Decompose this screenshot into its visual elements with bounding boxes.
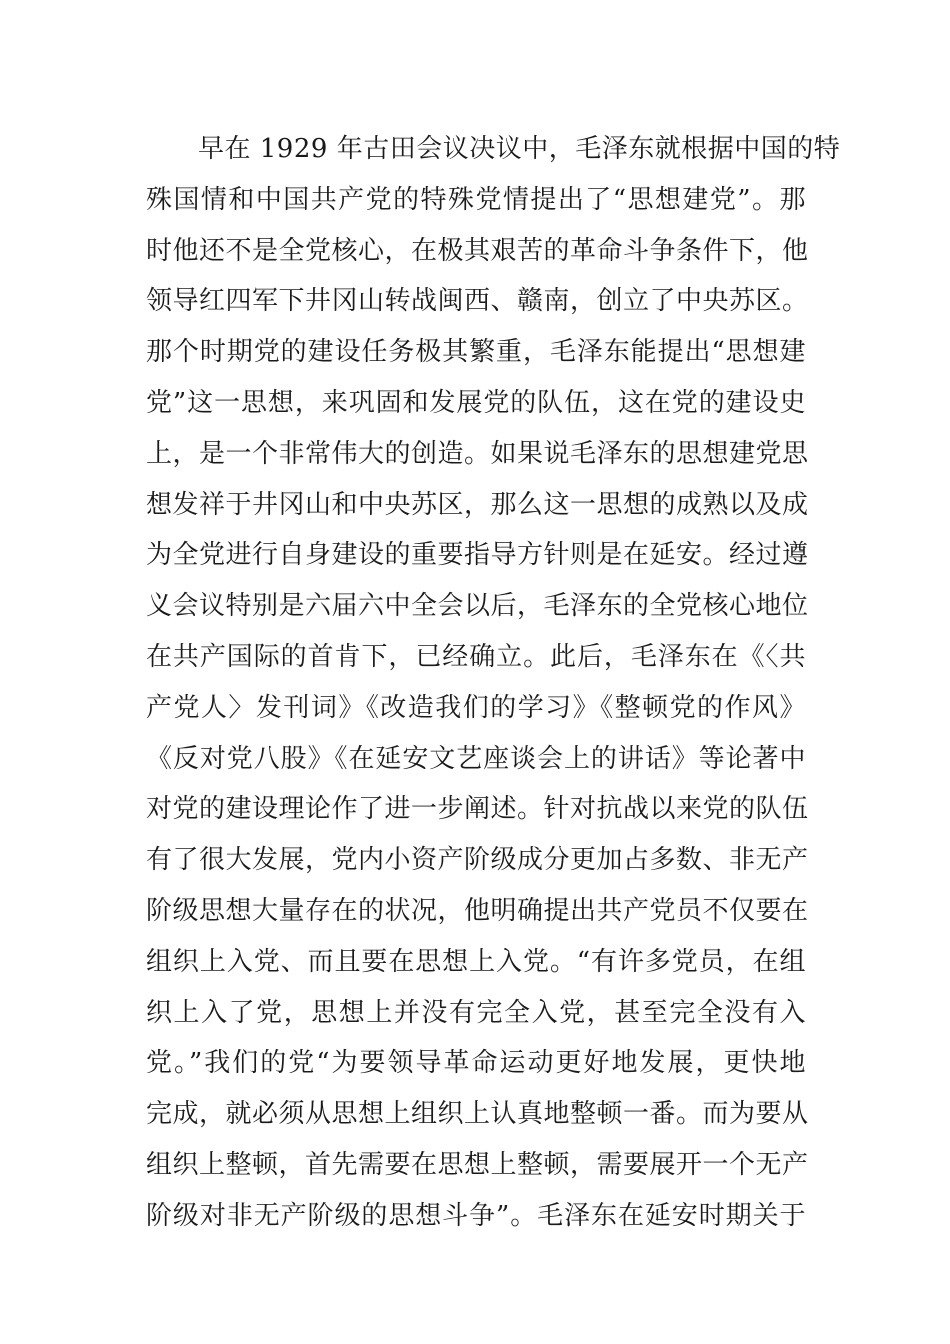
body-paragraph xyxy=(146,124,841,1242)
paragraph-line: 在共产国际的首肯下，已经确立。此后，毛泽东在《〈共 xyxy=(146,641,806,672)
paragraph-line: 织上入了党，思想上并没有完全入党，甚至完全没有入 xyxy=(146,997,806,1028)
paragraph-line: 时他还不是全党核心，在极其艰苦的革命斗争条件下，他 xyxy=(146,235,809,266)
paragraph-line: 组织上入党、而且要在思想上入党。“有许多党员，在组 xyxy=(146,946,806,977)
paragraph-line: 上，是一个非常伟大的创造。如果说毛泽东的思想建党思 xyxy=(146,438,809,469)
paragraph-line: 阶级思想大量存在的状况，他明确提出共产党员不仅要在 xyxy=(146,895,809,926)
paragraph-line: 党”这一思想，来巩固和发展党的队伍，这在党的建设史 xyxy=(146,387,806,418)
paragraph-line: 殊国情和中国共产党的特殊党情提出了“思想建党”。那 xyxy=(146,184,806,215)
paragraph-line: 完成，就必须从思想上组织上认真地整顿一番。而为要从 xyxy=(146,1099,809,1130)
paragraph-line: 早在 1929 年古田会议决议中，毛泽东就根据中国的特 xyxy=(198,134,841,164)
paragraph-line: 有了很大发展，党内小资产阶级成分更加占多数、非无产 xyxy=(146,845,809,876)
paragraph-line: 领导红四军下井冈山转战闽西、赣南，创立了中央苏区。 xyxy=(146,286,809,317)
paragraph-line: 对党的建设理论作了进一步阐述。针对抗战以来党的队伍 xyxy=(146,794,809,825)
paragraph-line: 组织上整顿，首先需要在思想上整顿，需要展开一个无产 xyxy=(146,1149,809,1180)
paragraph-line: 为全党进行自身建设的重要指导方针则是在延安。经过遵 xyxy=(146,540,809,571)
paragraph-line: 义会议特别是六届六中全会以后，毛泽东的全党核心地位 xyxy=(146,591,809,622)
paragraph-line: 产党人〉发刊词》《改造我们的学习》《整顿党的作风》 xyxy=(146,692,806,723)
paragraph-line: 那个时期党的建设任务极其繁重，毛泽东能提出“思想建 xyxy=(146,337,806,368)
paragraph-line: 阶级对非无产阶级的思想斗争”。毛泽东在延安时期关于 xyxy=(146,1200,806,1231)
paragraph-line: 想发祥于井冈山和中央苏区，那么这一思想的成熟以及成 xyxy=(146,489,809,520)
paragraph-line: 《反对党八股》《在延安文艺座谈会上的讲话》等论著中 xyxy=(146,743,806,774)
paragraph-line: 党。”我们的党“为要领导革命运动更好地发展，更快地 xyxy=(146,1048,806,1079)
